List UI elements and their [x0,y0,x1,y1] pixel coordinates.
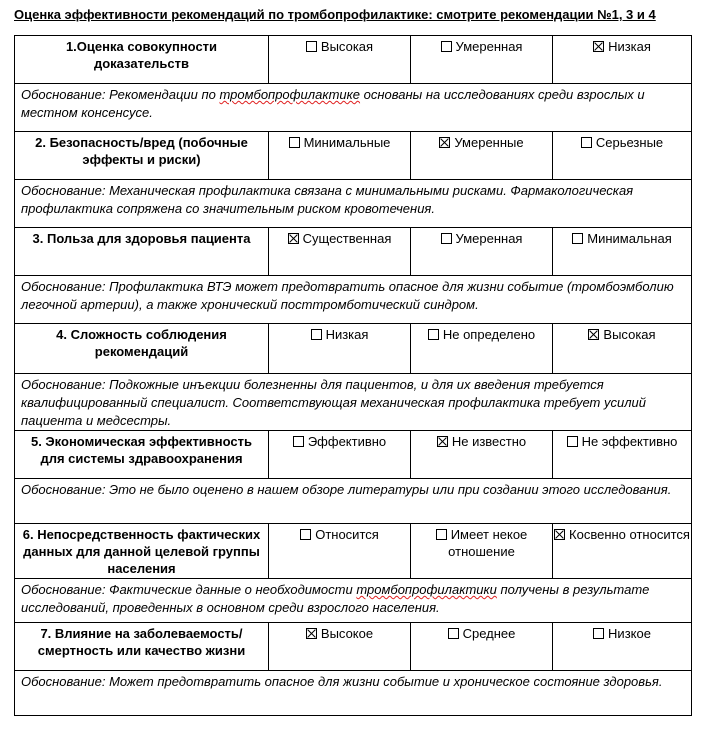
option-label: Низкое [608,626,651,641]
criterion-label: 5. Экономическая эффективность для системы здравоохранения [15,431,269,479]
rating-option[interactable] [269,431,411,479]
checkbox-icon[interactable] [293,436,304,447]
justification-text: Обоснование: Подкожные инъекции болезненны для пациентов, и для их введения требуется квалифицированный специалист. Соответствующая механическая профилактика требует усилий пациента и медсестры. [15,374,692,431]
option-label: Низкая [608,39,651,54]
justification-prefix: Обоснование: Фактические данные о необходимости [21,582,357,597]
option-label: Серьезные [595,135,664,150]
option-label: Минимальная [587,231,672,246]
checked-checkbox-icon[interactable] [588,329,599,340]
justification-row [15,579,692,623]
checkbox-icon[interactable] [311,329,322,340]
recommendation-evaluation-table [14,35,692,716]
checked-checkbox-icon[interactable] [288,233,299,244]
justification-row [15,84,692,132]
rating-option[interactable] [411,36,553,84]
criterion-label: 2. Безопасность/вред (побочные эффекты и риски) [15,132,269,180]
criterion-row [15,228,692,276]
rating-option[interactable] [411,431,553,479]
criterion-row [15,623,692,671]
option-label: Не известно [451,434,527,449]
checkbox-icon[interactable] [436,529,447,540]
criterion-row [15,132,692,180]
criterion-label: 1.Оценка совокупности доказательств [15,36,269,84]
checked-checkbox-icon[interactable] [439,137,450,148]
justification-text: Обоснование: Это не было оценено в нашем обзоре литературы или при создании этого исследования. [15,479,692,524]
justification-text [15,84,692,132]
rating-option[interactable] [553,132,692,180]
rating-option[interactable] [269,324,411,374]
rating-option[interactable] [411,524,553,579]
option-label: Высокое [320,626,374,641]
rating-option[interactable] [411,324,553,374]
option-label: Низкая [325,327,369,342]
justification-row [15,180,692,228]
checkbox-icon[interactable] [300,529,311,540]
rating-option[interactable] [553,623,692,671]
checkbox-icon[interactable] [441,233,452,244]
option-label: Умеренная [455,39,523,54]
option-label: Умеренная [455,231,523,246]
rating-option[interactable] [269,132,411,180]
document-title: Оценка эффективности рекомендаций по тромбопрофилактике: смотрите рекомендации №1, 3 и 4 [14,7,656,22]
criterion-row [15,524,692,579]
option-label: Существенная [302,231,392,246]
checkbox-icon[interactable] [567,436,578,447]
justification-text: Обоснование: Профилактика ВТЭ может предотвратить опасное для жизни событие (тромбоэмболию легочной артерии), а также хронический посттромботический синдром. [15,276,692,324]
checked-checkbox-icon[interactable] [306,628,317,639]
checkbox-icon[interactable] [572,233,583,244]
criterion-label: 7. Влияние на заболеваемость/ смертность или качество жизни [15,623,269,671]
checkbox-icon[interactable] [581,137,592,148]
rating-option[interactable] [269,623,411,671]
rating-option[interactable] [269,524,411,579]
criterion-label: 3. Польза для здоровья пациента [15,228,269,276]
option-label: Высокая [603,327,656,342]
justification-prefix: Обоснование: Рекомендации по [21,87,220,102]
rating-option[interactable] [411,228,553,276]
option-label: Минимальные [303,135,391,150]
option-label: Косвенно относится [569,527,690,542]
option-label: Высокая [320,39,374,54]
checkbox-icon[interactable] [306,41,317,52]
rating-option[interactable] [269,228,411,276]
option-label: Умеренные [454,135,524,150]
option-label: Относится [315,527,379,542]
rating-option[interactable] [411,132,553,180]
rating-option[interactable] [553,431,692,479]
checked-checkbox-icon[interactable] [437,436,448,447]
rating-option[interactable] [269,36,411,84]
justification-text [15,579,692,623]
option-label: Не эффективно [581,434,678,449]
rating-option[interactable] [553,524,692,579]
criterion-label: 6. Непосредственность фактических данных для данной целевой группы населения [15,524,269,579]
criterion-row [15,36,692,84]
rating-option[interactable] [411,623,553,671]
checkbox-icon[interactable] [441,41,452,52]
criterion-label: 4. Сложность соблюдения рекомендаций [15,324,269,374]
checked-checkbox-icon[interactable] [554,529,565,540]
justification-row [15,479,692,524]
justification-suffix: получены в результате исследований, проведенных в основном среди взрослого населения. [21,582,650,615]
checkbox-icon[interactable] [448,628,459,639]
justification-text: Обоснование: Механическая профилактика связана с минимальными рисками. Фармакологическая профилактика сопряжена со значительным риском кровотечения. [15,180,692,228]
option-label: Эффективно [307,434,387,449]
criterion-row [15,324,692,374]
option-label: Не определено [442,327,536,342]
criterion-row [15,431,692,479]
checkbox-icon[interactable] [593,628,604,639]
spellcheck-flagged-term: тромбопрофилактики [356,582,497,597]
checkbox-icon[interactable] [289,137,300,148]
option-label: Имеет некое отношение [448,527,528,559]
rating-option[interactable] [553,228,692,276]
rating-option[interactable] [553,36,692,84]
checkbox-icon[interactable] [428,329,439,340]
justification-row [15,374,692,431]
justification-suffix: основаны на исследованиях среди взрослых и местном консенсусе. [21,87,645,120]
checked-checkbox-icon[interactable] [593,41,604,52]
justification-text: Обоснование: Может предотвратить опасное для жизни событие и хроническое состояние здоровья. [15,671,692,716]
spellcheck-flagged-term: тромбопрофилактике [219,87,361,102]
rating-option[interactable] [553,324,692,374]
justification-row [15,276,692,324]
justification-row [15,671,692,716]
option-label: Среднее [462,626,516,641]
